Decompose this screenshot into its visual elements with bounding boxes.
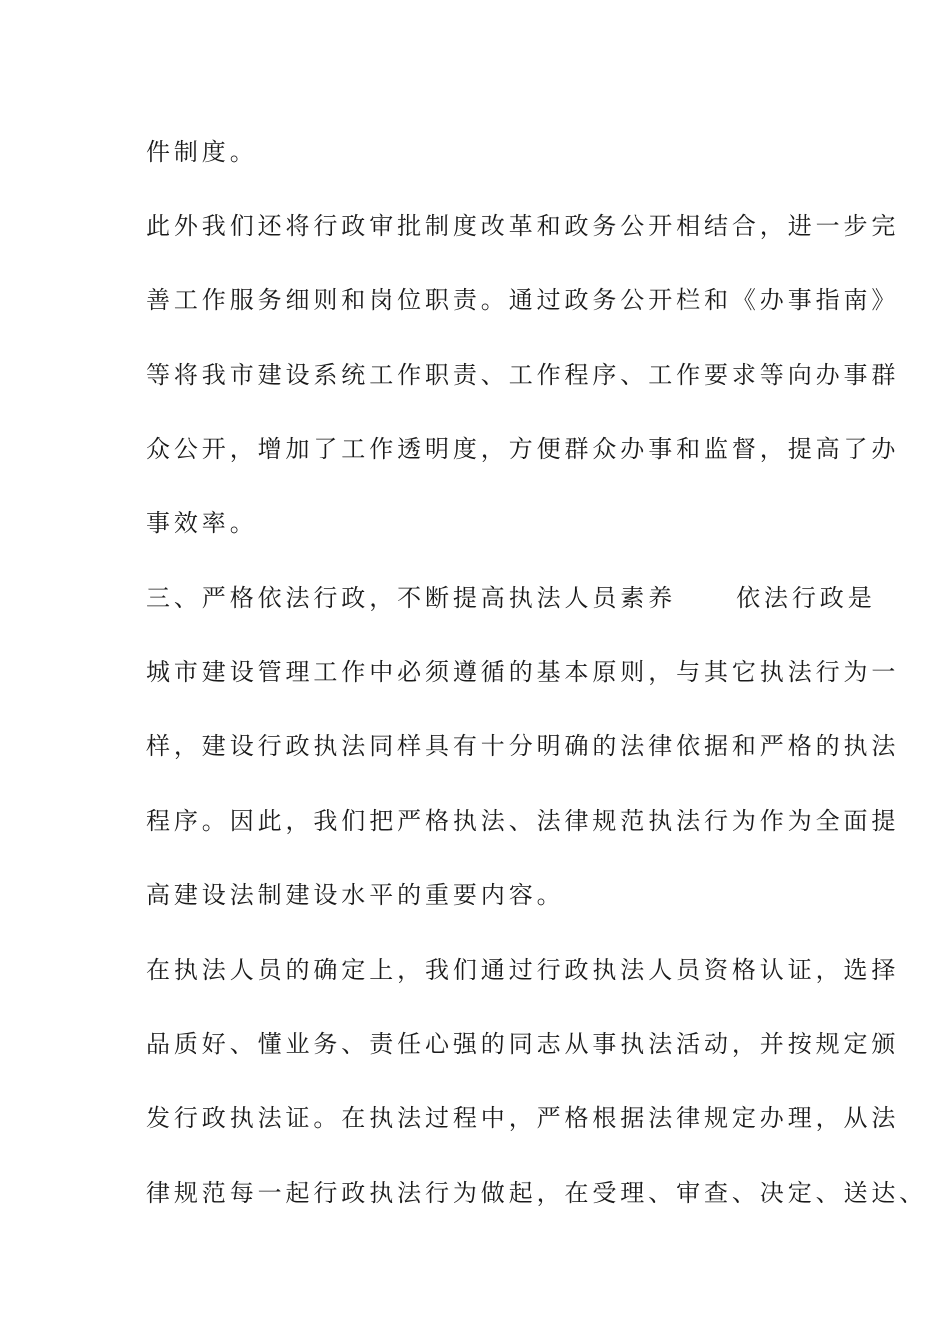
text-line: 发行政执法证。在执法过程中，严格根据法律规定办理，从法 [146,1104,900,1132]
text-line: 件制度。 [146,138,258,166]
text-line: 众公开，增加了工作透明度，方便群众办事和监督，提高了办 [146,435,900,463]
text-line: 律规范每一起行政执法行为做起，在受理、审查、决定、送达、 [146,1179,928,1207]
text-line: 事效率。 [146,509,258,537]
text-line: 品质好、懂业务、责任心强的同志从事执法活动，并按规定颁 [146,1030,900,1058]
text-line: 样，建设行政执法同样具有十分明确的法律依据和严格的执法 [146,732,900,760]
text-line: 在执法人员的确定上，我们通过行政执法人员资格认证，选择 [146,956,900,984]
text-line: 等将我市建设系统工作职责、工作程序、工作要求等向办事群 [146,361,900,389]
section-heading-line [146,578,876,618]
text-line: 城市建设管理工作中必须遵循的基本原则，与其它执法行为一 [146,658,900,686]
section-heading: 三、严格依法行政，不断提高执法人员素养 [146,584,677,612]
text-line: 程序。因此，我们把严格执法、法律规范执法行为作为全面提 [146,807,900,835]
paragraph-start: 依法行政是 [736,584,876,612]
text-line: 高建设法制建设水平的重要内容。 [146,881,565,909]
text-line: 此外我们还将行政审批制度改革和政务公开相结合，进一步完 [146,212,900,240]
text-line: 善工作服务细则和岗位职责。通过政务公开栏和《办事指南》 [146,286,900,314]
